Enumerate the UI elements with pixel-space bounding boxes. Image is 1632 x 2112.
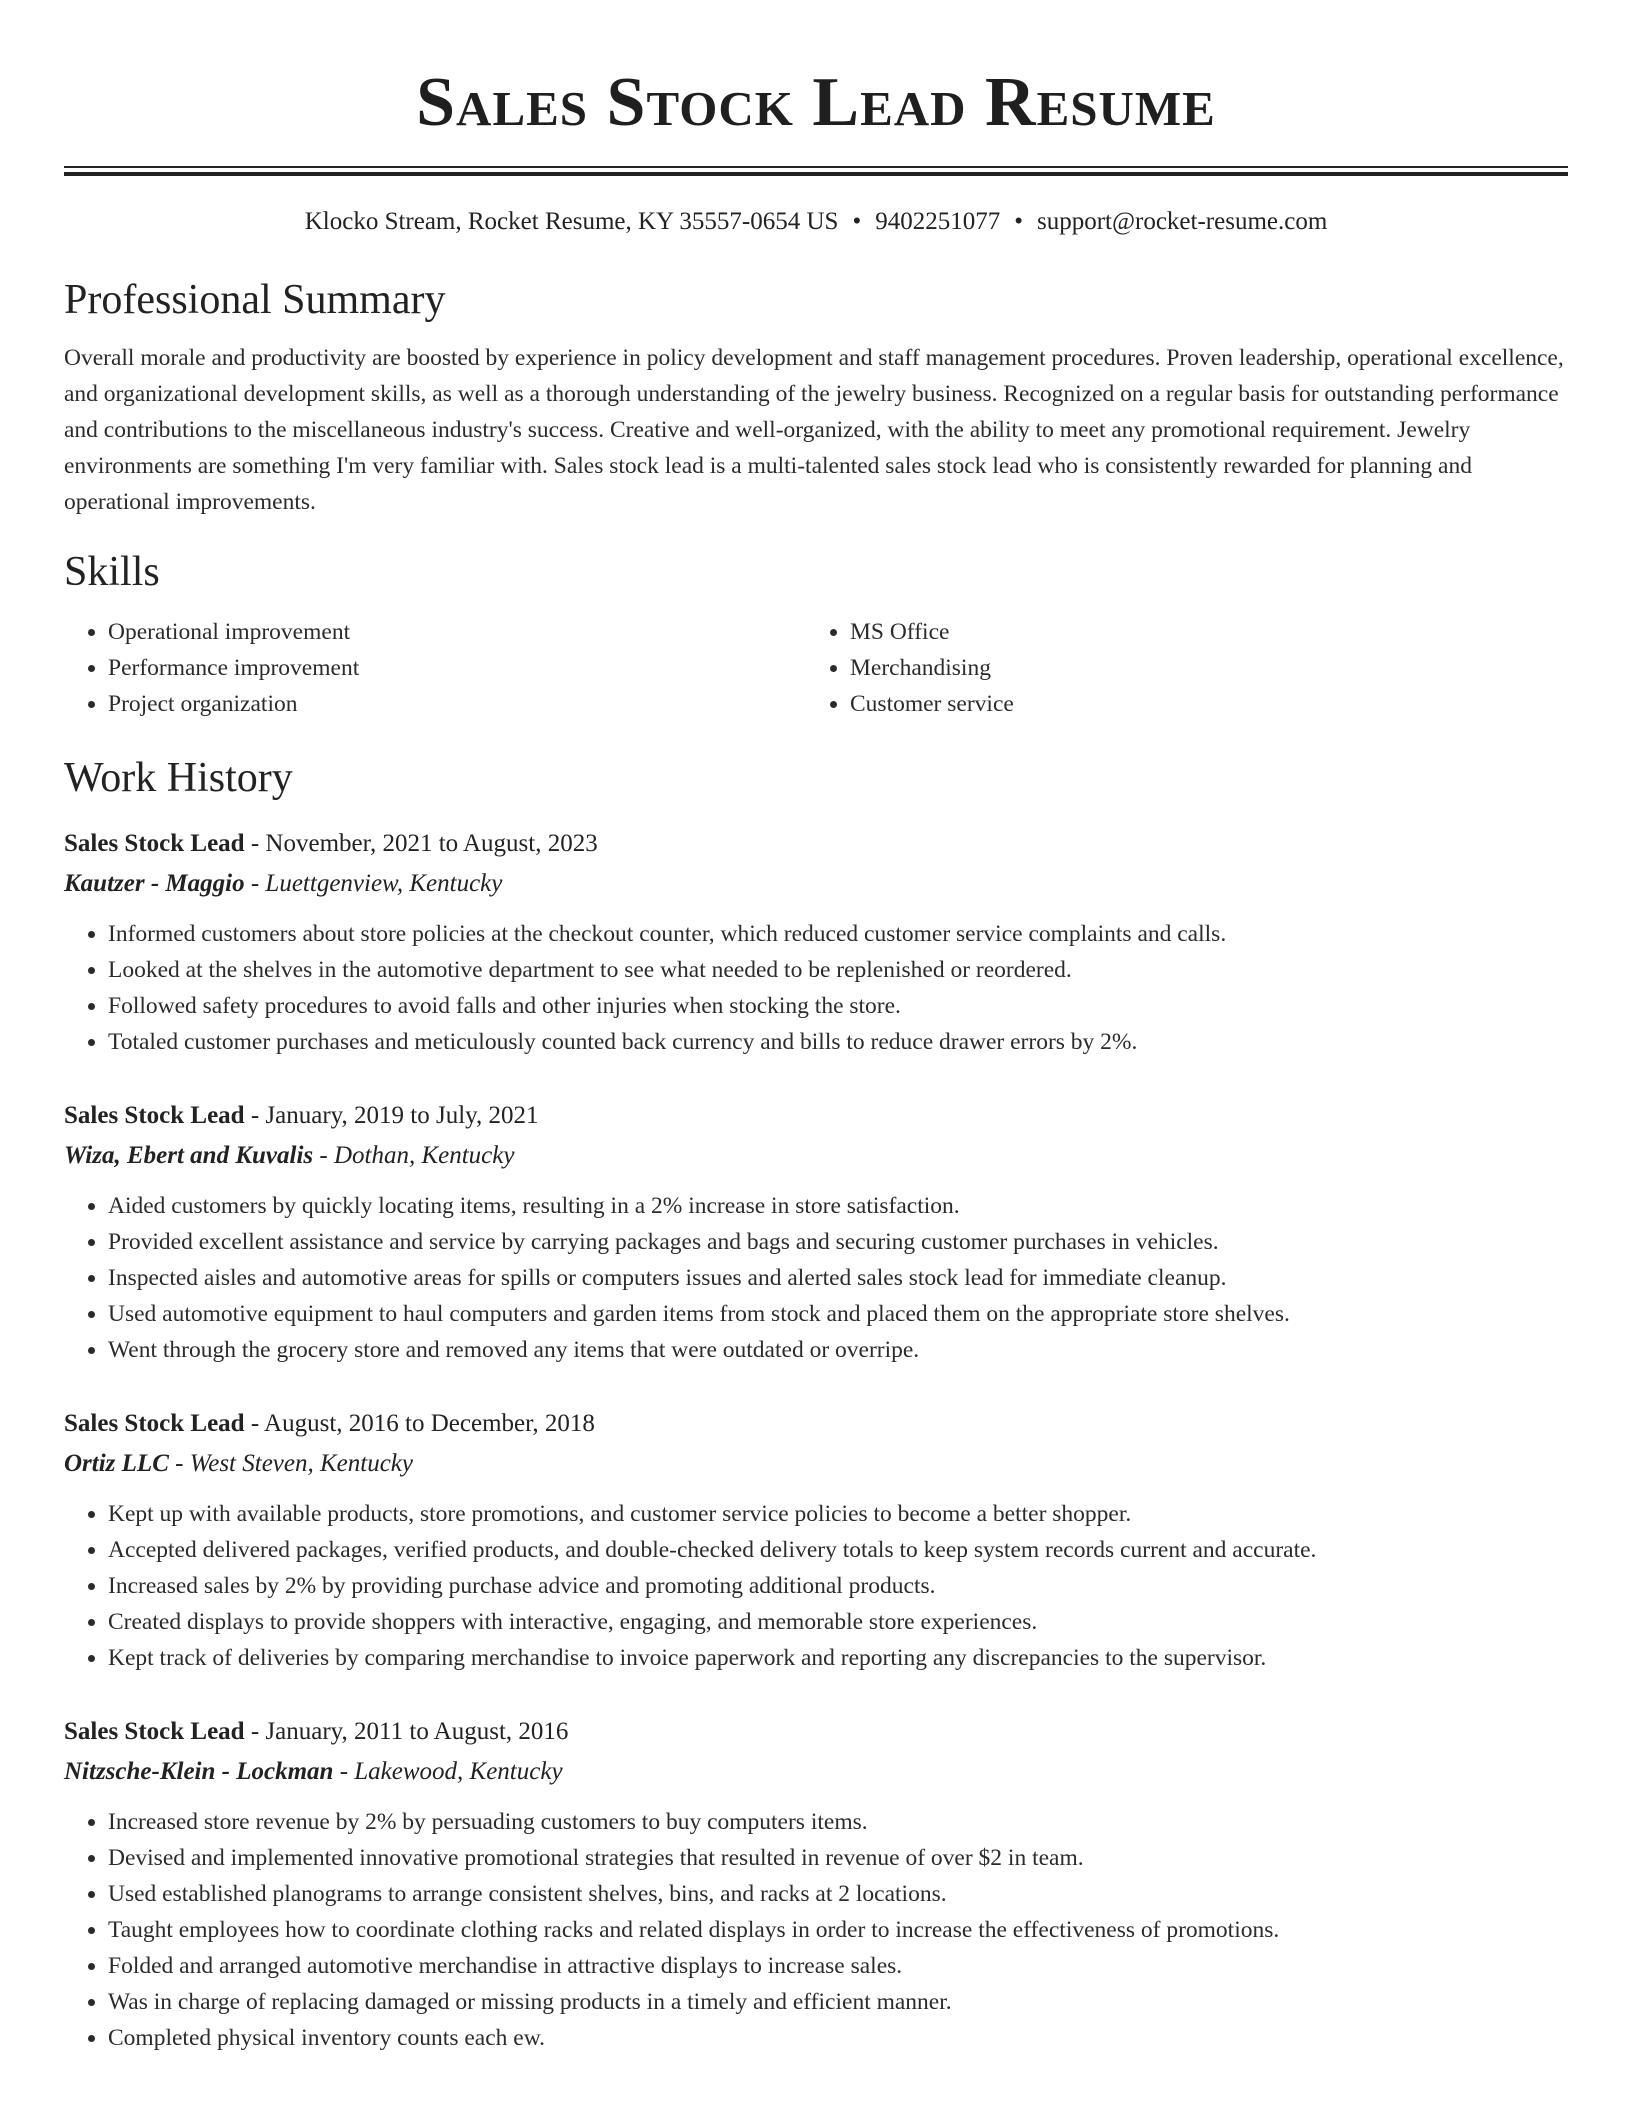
contact-separator: • — [1014, 208, 1023, 235]
job-role: Sales Stock Lead — [64, 1718, 245, 1745]
job-bullets — [64, 1804, 1568, 2056]
job-role: Sales Stock Lead — [64, 830, 245, 857]
dash: - — [244, 1102, 266, 1129]
job-role: Sales Stock Lead — [64, 1410, 245, 1437]
job-entry — [64, 1096, 1568, 1368]
dash: - — [244, 870, 266, 897]
work-history-heading: Work History — [64, 755, 293, 801]
company-location: Lakewood, Kentucky — [354, 1758, 563, 1785]
job-title-line — [64, 1096, 1568, 1136]
dash: - — [244, 830, 266, 857]
dash: - — [333, 1758, 355, 1785]
skill-item: • MS Office — [850, 614, 1548, 650]
contact-address: Klocko Stream, Rocket Resume, KY 35557-0654 US — [304, 208, 839, 235]
job-dates: January, 2011 to August, 2016 — [265, 1718, 569, 1745]
skill-item: • Customer service — [850, 686, 1548, 722]
job-dates: August, 2016 to December, 2018 — [264, 1410, 595, 1437]
company-line — [64, 1136, 1568, 1176]
list-item: • Kept track of deliveries by comparing merchandise to invoice paperwork and reporting any discrepancies to the supervisor. — [108, 1640, 1568, 1676]
dash: - — [313, 1142, 334, 1169]
list-item: • Informed customers about store policies at the checkout counter, which reduced customer service complaints and calls. — [108, 916, 1568, 952]
skills-heading: Skills — [64, 549, 160, 595]
list-item: • Completed physical inventory counts each ew. — [108, 2020, 1568, 2056]
contact-email: support@rocket-resume.com — [1036, 208, 1328, 235]
company-line — [64, 1752, 1568, 1792]
list-item: • Kept up with available products, store promotions, and customer service policies to become a better shopper. — [108, 1496, 1568, 1532]
list-item: • Followed safety procedures to avoid falls and other injuries when stocking the store. — [108, 988, 1568, 1024]
job-role: Sales Stock Lead — [64, 1102, 245, 1129]
summary-text: Overall morale and productivity are boosted by experience in policy development and staff management procedures. Proven leadership, operational excellence, and organizational development skills, as well as a thorough understanding of the jewelry business. Recognized on a regular basis for outstanding performance and contributions to the miscellaneous industry's success. Creative and well-organized, with the ability to meet any promotional requirement. Jewelry environments are something I'm very familiar with. Sales stock lead is a multi-talented sales stock lead who is consistently rewarded for planning and operational improvements. — [64, 345, 1564, 515]
resume-title: Sales Stock Lead Resume — [416, 64, 1216, 141]
dash: - — [244, 1718, 266, 1745]
list-item: • Went through the grocery store and removed any items that were outdated or overripe. — [108, 1332, 1568, 1368]
job-title-line — [64, 1712, 1568, 1752]
job-dates: January, 2019 to July, 2021 — [265, 1102, 539, 1129]
skills-column-left — [64, 614, 806, 722]
list-item: • Taught employees how to coordinate clothing racks and related displays in order to increase the effectiveness of promotions. — [108, 1912, 1568, 1948]
job-entry — [64, 824, 1568, 1060]
list-item: • Totaled customer purchases and meticulously counted back currency and bills to reduce drawer errors by 2%. — [108, 1024, 1568, 1060]
company-name: Wiza, Ebert and Kuvalis — [64, 1142, 314, 1169]
skills-list — [64, 614, 1568, 722]
company-name: Ortiz LLC — [64, 1450, 169, 1477]
title-divider — [64, 166, 1568, 176]
list-item: • Inspected aisles and automotive areas for spills or computers issues and alerted sales stock lead for immediate cleanup. — [108, 1260, 1568, 1296]
list-item: • Increased store revenue by 2% by persuading customers to buy computers items. — [108, 1804, 1568, 1840]
skill-item: • Operational improvement — [108, 614, 806, 650]
list-item: • Devised and implemented innovative promotional strategies that resulted in revenue of over $2 in team. — [108, 1840, 1568, 1876]
skills-column-right — [806, 614, 1548, 722]
company-location: Dothan, Kentucky — [333, 1142, 515, 1169]
contact-phone: 9402251077 — [875, 208, 1001, 235]
job-bullets — [64, 1188, 1568, 1368]
list-item: • Folded and arranged automotive merchandise in attractive displays to increase sales. — [108, 1948, 1568, 1984]
company-location: West Steven, Kentucky — [189, 1450, 413, 1477]
list-item: • Accepted delivered packages, verified products, and double-checked delivery totals to keep system records current and accurate. — [108, 1532, 1568, 1568]
job-entry — [64, 1404, 1568, 1676]
skill-item: • Project organization — [108, 686, 806, 722]
list-item: • Increased sales by 2% by providing purchase advice and promoting additional products. — [108, 1568, 1568, 1604]
list-item: • Looked at the shelves in the automotive department to see what needed to be replenished or reordered. — [108, 952, 1568, 988]
list-item: • Provided excellent assistance and service by carrying packages and bags and securing customer purchases in vehicles. — [108, 1224, 1568, 1260]
job-title-line — [64, 824, 1568, 864]
job-entry — [64, 1712, 1568, 2056]
company-location: Luettgenview, Kentucky — [265, 870, 503, 897]
list-item: • Was in charge of replacing damaged or missing products in a timely and efficient manner. — [108, 1984, 1568, 2020]
job-bullets — [64, 1496, 1568, 1676]
company-line — [64, 864, 1568, 904]
list-item: • Used automotive equipment to haul computers and garden items from stock and placed them on the appropriate store shelves. — [108, 1296, 1568, 1332]
company-name: Kautzer - Maggio — [64, 870, 245, 897]
job-title-line — [64, 1404, 1568, 1444]
job-dates: November, 2021 to August, 2023 — [265, 830, 598, 857]
summary-heading: Professional Summary — [64, 277, 446, 323]
list-item: • Used established planograms to arrange consistent shelves, bins, and racks at 2 locations. — [108, 1876, 1568, 1912]
list-item: • Aided customers by quickly locating items, resulting in a 2% increase in store satisfaction. — [108, 1188, 1568, 1224]
contact-separator: • — [852, 208, 862, 235]
dash: - — [244, 1410, 265, 1437]
company-name: Nitzsche-Klein - Lockman — [64, 1758, 334, 1785]
dash: - — [168, 1450, 190, 1477]
list-item: • Created displays to provide shoppers with interactive, engaging, and memorable store experiences. — [108, 1604, 1568, 1640]
contact-info — [64, 206, 1568, 238]
job-bullets — [64, 916, 1568, 1060]
skill-item: • Merchandising — [850, 650, 1548, 686]
company-line — [64, 1444, 1568, 1484]
skill-item: • Performance improvement — [108, 650, 806, 686]
